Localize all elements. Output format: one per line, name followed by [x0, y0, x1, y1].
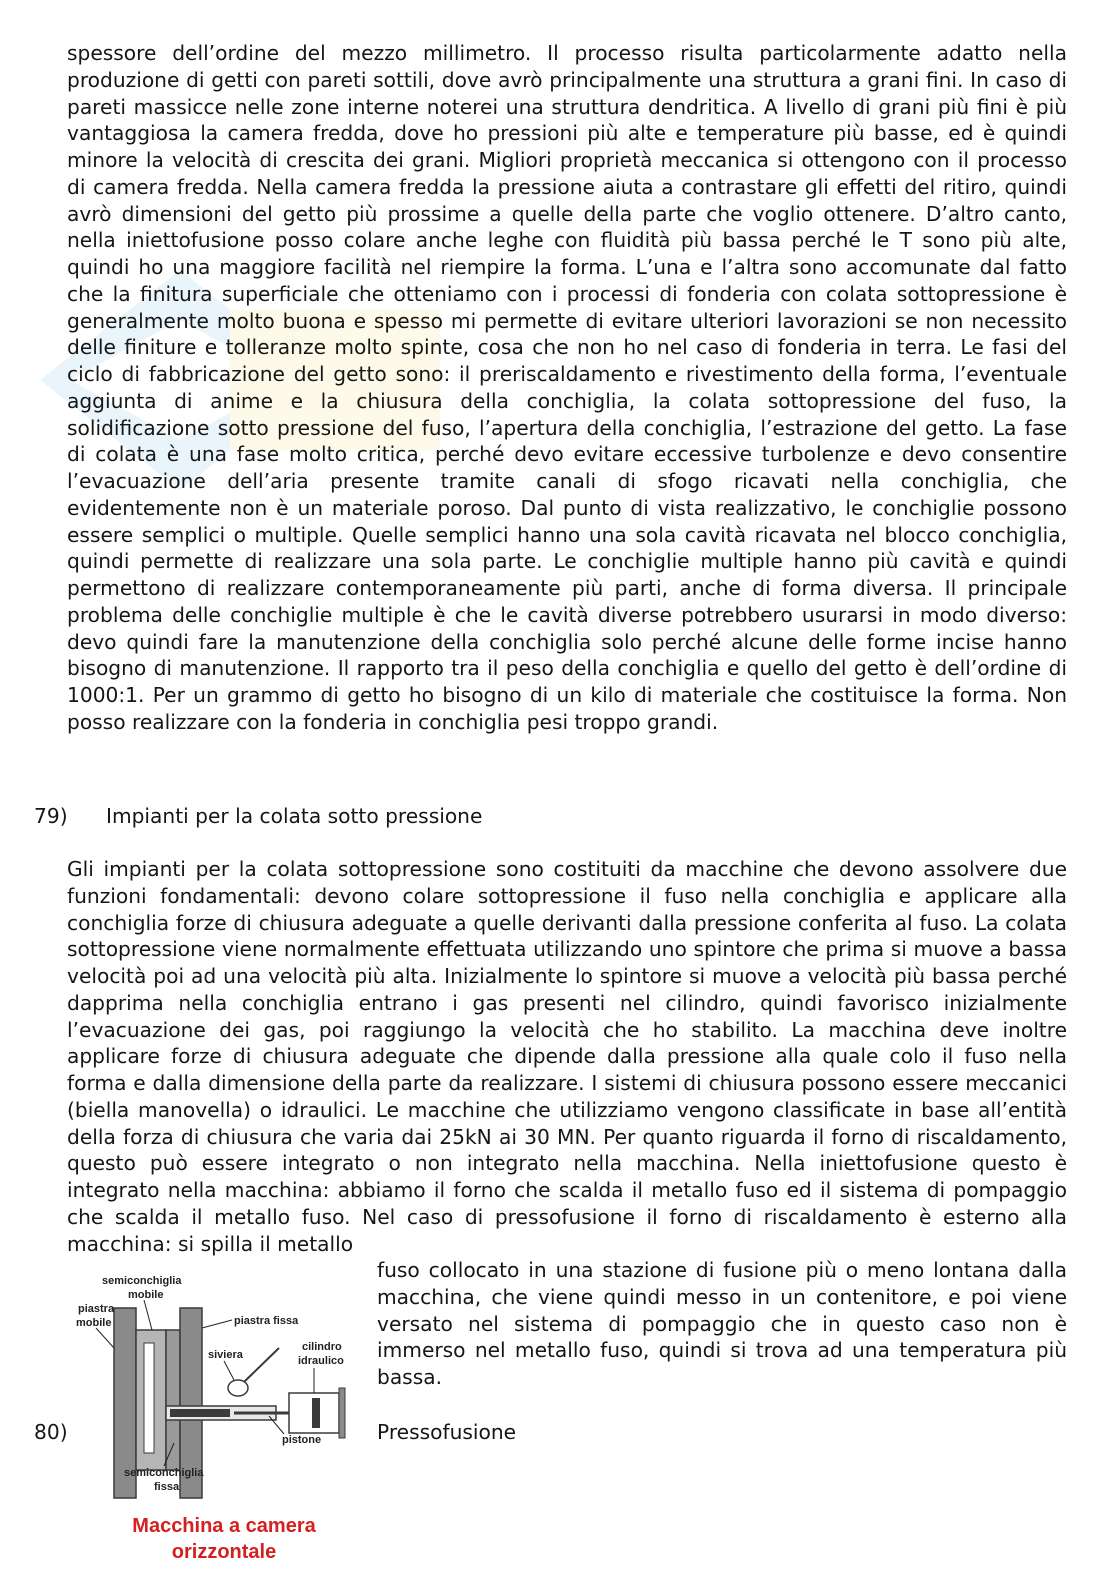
label-semiconchiglia-mobile-2: mobile: [128, 1289, 164, 1301]
label-piastra-fissa: piastra fissa: [234, 1315, 299, 1327]
semiconchiglia-fissa-shape: [166, 1330, 180, 1470]
section-number-80: 80): [34, 1420, 68, 1444]
label-semiconchiglia-mobile: semiconchiglia: [102, 1275, 182, 1287]
section-heading-80: Pressofusione: [377, 1420, 517, 1444]
ladle-handle-shape: [244, 1348, 279, 1382]
label-semiconchiglia-fissa: semiconchiglia: [124, 1467, 204, 1479]
figure-caption-line-2: orizzontale: [171, 1541, 277, 1563]
body-paragraph-wrapped: fuso collocato in una stazione di fusione più o meno lontana dalla macchina, che viene quindi messo in un contenitore, e poi viene versato nel sistema di pompaggio che in questo caso non è immerso nel metallo fuso, quindi si trova ad una temperatura più bassa.: [377, 1258, 1067, 1389]
label-semiconchiglia-fissa-2: fissa: [154, 1481, 180, 1493]
figure-caption-line-1: Macchina a camera: [132, 1515, 316, 1537]
die-casting-machine-figure: [74, 1268, 364, 1578]
cavity-shape: [144, 1343, 154, 1453]
label-piastra-mobile: piastra: [78, 1303, 115, 1315]
cylinder-piston-shape: [312, 1398, 320, 1428]
label-pistone: pistone: [282, 1434, 322, 1446]
cylinder-end-shape: [339, 1388, 345, 1438]
label-cilindro: cilindro: [302, 1341, 342, 1353]
label-siviera: siviera: [208, 1349, 243, 1361]
body-paragraph: spessore dell’ordine del mezzo millimetro. Il processo risulta particolarmente adatto nella produzione di getti con pareti sottili, dove avrò principalmente una struttura a grani fini. In caso di pareti massicce nelle zone interne noterei una struttura dendritica. A livello di grani più fini è più vantaggiosa la camera fredda, dove ho pressioni più alte e temperature più basse, ed è quindi minore la velocità di crescita dei grani. Migliori proprietà meccanica si ottengono con il processo di camera fredda. Nella camera fredda la pressione aiuta a contrastare gli effetti del ritiro, quindi avrò dimensioni del getto più prossime a quelle della parte che voglio ottenere. D’altro canto, nella iniettofusione posso colare anche leghe con fluidità più bassa perché le T sono più alte, quindi ho una maggiore facilità nel riempire la forma. L’una e l’altra sono accomunate dal fatto che la finitura superficiale che otteniamo con i processi di fonderia con colata sottopressione è generalmente molto buona e spesso mi permette di evitare ulteriori lavorazioni se non necessito delle finiture e tolleranze molto spinte, cosa che non ho nel caso di fonderia in terra. Le fasi del ciclo di fabbricazione del getto sono: il preriscaldamento e rivestimento della forma, l’eventuale aggiunta di anime e la chiusura della conchiglia, la colata sottopressione del fuso, la solidificazione sotto pressione del fuso, l’apertura della conchiglia, l’estrazione del getto. La fase di colata è una fase molto critica, perché devo evitare eccessive turbolenze e devo consentire l’evacuazione dell’aria presente tramite canali di sfogo ricavati nella conchiglia, che evidentemente non è un materiale poroso. Dal punto di vista realizzativo, le conchiglie possono essere semplici o multiple. Quelle semplici hanno una sola cavità ricavata nel blocco conchiglia, quindi permette di realizzare una sola parte. Le conchiglie multiple hanno più cavità e quindi permettono di realizzare contemporaneamente più parti, anche di forma diversa. Il principale problema delle conchiglie multiple è che le cavità diverse potrebbero usurarsi in modo diverso: devo quindi fare la manutenzione della conchiglia solo perché alcune delle forme incise hanno bisogno di manutenzione. Il rapporto tra il peso della conchiglia e quello del getto è dell’ordine di 1000:1. Per un grammo di getto ho bisogno di un kilo di materiale che costituisce la forma. Non posso realizzare con la fonderia in conchiglia pesi troppo grandi.: [67, 41, 1067, 734]
molten-metal-shape: [170, 1409, 230, 1417]
section-heading-79: Impianti per la colata sotto pressione: [106, 804, 483, 828]
label-cilindro-idraulico: idraulico: [298, 1355, 344, 1367]
label-piastra-mobile-2: mobile: [76, 1317, 112, 1329]
section-number-79: 79): [34, 804, 68, 828]
body-paragraph: Gli impianti per la colata sottopressione sono costituiti da macchine che devono assolvere due funzioni fondamentali: devono colare sottopressione il fuso nella conchiglia e applicare alla conchiglia forze di chiusura adeguate a quelle derivanti dalla pressione conferita al fuso. La colata sottopressione viene normalmente effettuata utilizzando uno spintore che prima si muove a bassa velocità poi ad una velocità più alta. Inizialmente lo spintore si muove a velocità più bassa perché dapprima nella conchiglia entrano i gas presenti nel cilindro, quindi favorisco inizialmente l’evacuazione dei gas, poi raggiungo la velocità che ho stabilito. La macchina deve inoltre applicare forze di chiusura adeguate che dipende dalla pressione alla quale colo il fuso nella forma e dalla dimensione della parte da realizzare. I sistemi di chiusura possono essere meccanici (biella manovella) o idraulici. Le macchine che utilizziamo vengono classificate in base all’entità della forza di chiusura che varia dai 25kN ai 30 MN. Per quanto riguarda il forno di riscaldamento, questo può essere integrato o non integrato nella macchina. Nella iniettofusione questo è integrato nella macchina: abbiamo il forno che scalda il metallo fuso ed il sistema di pompaggio che scalda il metallo fuso. Nel caso di pressofusione il forno di riscaldamento è esterno alla macchina: si spilla il metallo: [67, 857, 1067, 1256]
